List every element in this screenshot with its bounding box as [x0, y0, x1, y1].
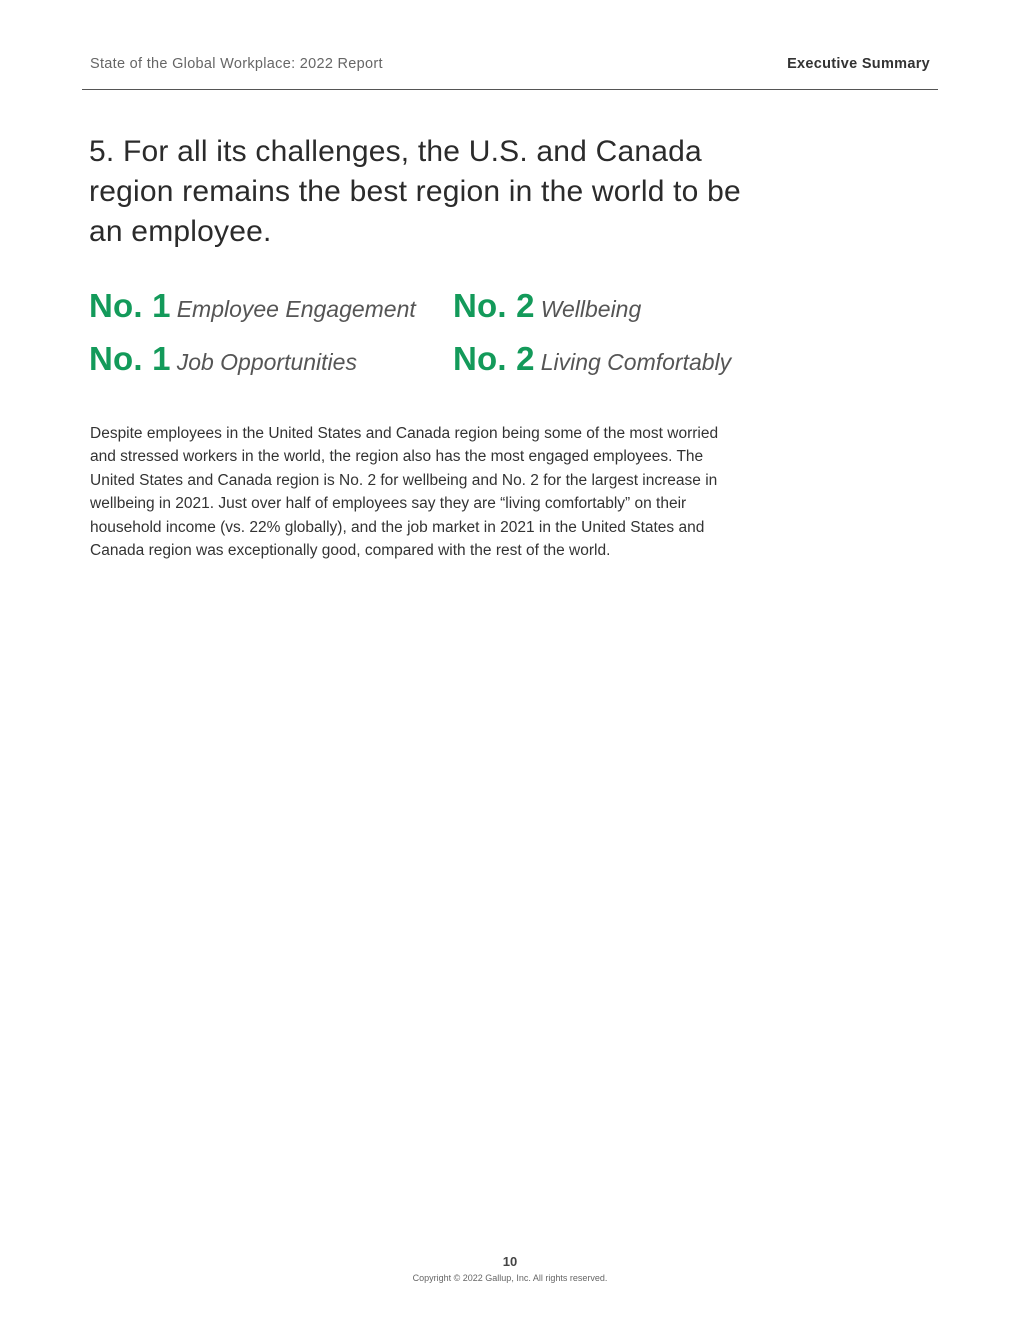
page-heading: 5. For all its challenges, the U.S. and Canada region remains the best region in the world to be an employee. — [89, 135, 741, 248]
header-divider — [82, 89, 938, 90]
ranking-label: Employee Engagement — [176, 296, 416, 322]
ranking-living-comfortably — [453, 341, 731, 384]
ranking-wellbeing — [453, 288, 641, 331]
report-title: State of the Global Workplace: 2022 Report — [90, 56, 383, 72]
page-number: 10 — [502, 1254, 518, 1269]
ranking-employee-engagement — [89, 288, 416, 331]
ranking-number: No. 2 — [453, 287, 535, 324]
ranking-job-opportunities — [89, 341, 357, 384]
ranking-number: No. 2 — [453, 340, 535, 377]
section-title: Executive Summary — [787, 56, 930, 72]
ranking-label: Wellbeing — [540, 296, 642, 322]
ranking-label: Living Comfortably — [540, 349, 732, 375]
ranking-number: No. 1 — [89, 287, 171, 324]
body-paragraph: Despite employees in the United States and Canada region being some of the most worried and stressed workers in the world, the region also has the most engaged employees. The United States and Canada region is No. 2 for wellbeing and No. 2 for the largest increase in wellbeing in 2021. Just over half of employees say they are “living comfortably” on their household income (vs. 22% globally), and the job market in 2021 in the United States and Canada region was exceptionally good, compared with the rest of the world. — [90, 425, 719, 560]
ranking-label: Job Opportunities — [176, 349, 357, 375]
copyright-notice: Copyright © 2022 Gallup, Inc. All rights reserved. — [412, 1273, 608, 1283]
ranking-number: No. 1 — [89, 340, 171, 377]
